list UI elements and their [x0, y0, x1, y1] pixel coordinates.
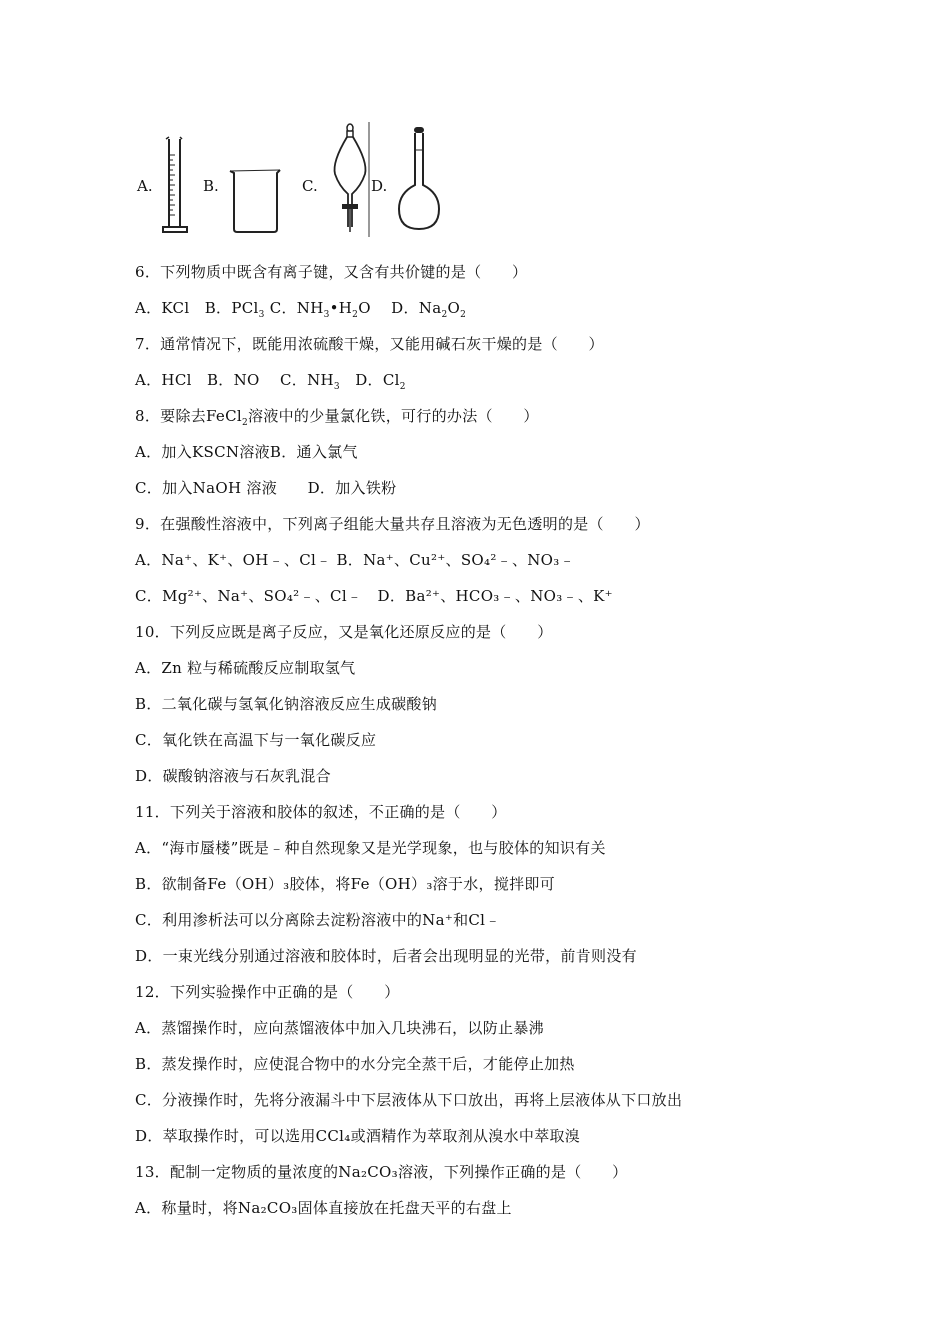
question-7-options: A．HCl B．NO C．$NH_3$ D．$Cl_2$	[135, 371, 406, 392]
question-10-option-a: A．Zn 粒与稀硫酸反应制取氢气	[135, 659, 356, 677]
question-11-option-d: D．一束光线分别通过溶液和胶体时，后者会出现明显的光带，前肯则没有	[135, 947, 637, 965]
question-12-stem: 12．下列实验操作中正确的是（ ）	[135, 983, 400, 1001]
question-9-options-ab: A．Na⁺、K⁺、OH﹣、Cl﹣ B．Na⁺、Cu²⁺、SO₄²﹣、NO₃﹣	[135, 551, 575, 569]
option-a-label: A.	[137, 177, 153, 195]
question-8-options-cd: C．加入NaOH 溶液 D．加入铁粉	[135, 479, 397, 497]
graduated-cylinder-icon	[160, 135, 190, 235]
question-12-option-c: C．分液操作时，先将分液漏斗中下层液体从下口放出，再将上层液体从下口放出	[135, 1091, 683, 1109]
question-10-stem: 10．下列反应既是离子反应，又是氧化还原反应的是（ ）	[135, 623, 553, 641]
question-11-option-a: A．“海市蜃楼”既是﹣种自然现象又是光学现象，也与胶体的知识有关	[135, 839, 606, 857]
beaker-icon	[226, 165, 284, 235]
question-13-option-a: A．称量时，将Na₂CO₃固体直接放在托盘天平的右盘上	[135, 1199, 512, 1217]
question-9-options-cd: C．Mg²⁺、Na⁺、SO₄²﹣、Cl﹣ D．Ba²⁺、HCO₃﹣、NO₃﹣、K⁺	[135, 587, 613, 605]
question-6-stem: 6．下列物质中既含有离子键，又含有共价键的是（ ）	[135, 263, 528, 281]
question-13-stem: 13．配制一定物质的量浓度的Na₂CO₃溶液，下列操作正确的是（ ）	[135, 1163, 628, 1181]
question-6-options: A．KCl B．PCl$_3$ C．$NH_3•H_2O$ D．$Na_2O_2$	[135, 299, 467, 320]
question-12-option-d: D．萃取操作时，可以选用CCl₄或酒精作为萃取剂从溴水中萃取溴	[135, 1127, 581, 1145]
question-10-option-d: D．碳酸钠溶液与石灰乳混合	[135, 767, 331, 785]
option-d-label: D.	[371, 177, 388, 195]
option-c-label: C.	[302, 177, 318, 195]
question-8-options-ab: A．加入KSCN溶液B．通入氯气	[135, 443, 358, 461]
question-11-option-b: B．欲制备Fe（OH）₃胶体，将Fe（OH）₃溶于水，搅拌即可	[135, 875, 556, 893]
option-b-label: B.	[203, 177, 219, 195]
question-8-stem: 8．要除去FeCl$_2$溶液中的少量氯化铁，可行的办法（ ）	[135, 407, 539, 428]
question-9-stem: 9．在强酸性溶液中，下列离子组能大量共存且溶液为无色透明的是（ ）	[135, 515, 650, 533]
question-7-stem: 7．通常情况下，既能用浓硫酸干燥，又能用碱石灰干燥的是（ ）	[135, 335, 604, 353]
question-11-option-c: C．利用渗析法可以分离除去淀粉溶液中的Na⁺和Cl﹣	[135, 911, 501, 929]
question-12-option-a: A．蒸馏操作时，应向蒸馏液体中加入几块沸石，以防止暴沸	[135, 1019, 544, 1037]
question-10-option-b: B．二氧化碳与氢氧化钠溶液反应生成碳酸钠	[135, 695, 438, 713]
volumetric-flask-icon	[395, 125, 445, 235]
question-11-stem: 11．下列关于溶液和胶体的叙述，不正确的是（ ）	[135, 803, 507, 821]
separatory-funnel-icon	[326, 122, 374, 237]
question-12-option-b: B．蒸发操作时，应使混合物中的水分完全蒸干后，才能停止加热	[135, 1055, 575, 1073]
question-10-option-c: C．氧化铁在高温下与一氧化碳反应	[135, 731, 377, 749]
